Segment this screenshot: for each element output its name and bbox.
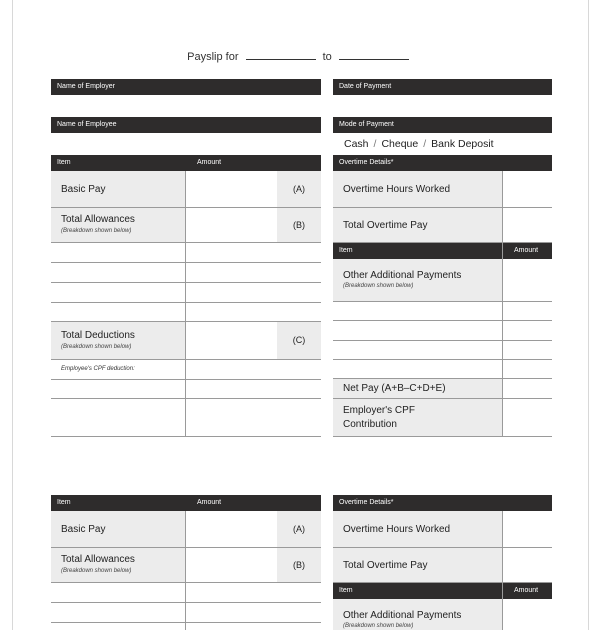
overtime-hours-value[interactable] [503, 171, 552, 207]
allowances-amount[interactable] [186, 208, 277, 242]
other-payments-row-2 [333, 599, 552, 630]
amount-header: Amount [197, 499, 222, 506]
payment-date-label: Date of Payment [339, 83, 392, 90]
right-column-divider [502, 171, 503, 437]
net-pay-label: Net Pay (A+B–C+D+E) [343, 383, 446, 394]
deductions-amount[interactable] [186, 322, 277, 359]
overtime-hours-row [333, 171, 552, 208]
amount-header: Amount [197, 159, 222, 166]
other-payments-value[interactable] [503, 599, 552, 630]
allowance-detail-row[interactable] [51, 583, 321, 603]
cpf-deduction-note: Employee's CPF deduction: [61, 366, 135, 372]
deduction-detail-row[interactable] [51, 399, 321, 437]
mode-cheque[interactable]: Cheque [381, 138, 419, 150]
deduction-detail-row[interactable] [51, 380, 321, 399]
basic-pay-code: (A) [277, 511, 321, 547]
allowances-row [51, 208, 321, 243]
left-table-header [51, 155, 321, 171]
employer-cpf-label-line1: Employer's CPF [343, 405, 415, 416]
other-payments-note: (Breakdown shown below) [343, 623, 414, 629]
right-item-header: Item [339, 247, 353, 254]
overtime-hours-row-2 [333, 511, 552, 548]
left-table-header-2 [51, 495, 321, 511]
employer-cpf-label-line2: Contribution [343, 419, 397, 430]
net-pay-value[interactable] [503, 379, 552, 398]
deductions-code: (C) [277, 322, 321, 359]
deductions-note: (Breakdown shown below) [61, 344, 132, 350]
other-payments-value[interactable] [503, 259, 552, 301]
item-header: Item [57, 499, 71, 506]
mode-cash[interactable]: Cash [344, 138, 369, 150]
title-to: to [322, 51, 332, 63]
payment-mode-options [344, 138, 494, 150]
overtime-header: Overtime Details* [339, 159, 394, 166]
basic-pay-row [51, 171, 321, 208]
right-item-header-bar [333, 243, 552, 259]
mode-separator: / [373, 138, 377, 150]
mode-bank-deposit[interactable]: Bank Deposit [431, 138, 494, 150]
allowances-code: (B) [277, 208, 321, 242]
overtime-header-bar-2 [333, 495, 552, 511]
basic-pay-row-2 [51, 511, 321, 548]
left-column-divider [185, 171, 186, 437]
other-payment-detail-row[interactable] [333, 360, 552, 379]
basic-pay-label: Basic Pay [61, 524, 106, 535]
page-border-right [588, 0, 589, 630]
title-prefix: Payslip for [187, 51, 239, 63]
period-start-field[interactable] [246, 49, 316, 60]
other-payments-note: (Breakdown shown below) [343, 283, 414, 289]
overtime-pay-label: Total Overtime Pay [343, 560, 428, 571]
overtime-pay-row-2 [333, 548, 552, 583]
basic-pay-label: Basic Pay [61, 184, 106, 195]
right-amount-header: Amount [514, 247, 539, 254]
allowance-detail-row[interactable] [51, 303, 321, 322]
left-column-divider-2 [185, 511, 186, 630]
allowances-note: (Breakdown shown below) [61, 228, 132, 234]
allowances-amount[interactable] [186, 548, 277, 582]
payment-date-bar [333, 79, 552, 95]
allowances-row-2 [51, 548, 321, 583]
right-item-header: Item [339, 587, 353, 594]
overtime-pay-value[interactable] [503, 548, 552, 582]
payment-mode-bar [333, 117, 552, 133]
mode-separator: / [423, 138, 427, 150]
net-pay-row [333, 379, 552, 399]
deductions-label: Total Deductions [61, 330, 135, 341]
allowance-detail-row[interactable] [51, 263, 321, 283]
other-payments-row [333, 259, 552, 302]
deductions-row [51, 322, 321, 360]
other-payments-label: Other Additional Payments [343, 610, 462, 621]
allowance-detail-row[interactable] [51, 603, 321, 623]
overtime-header-bar [333, 155, 552, 171]
basic-pay-code: (A) [277, 171, 321, 207]
item-header: Item [57, 159, 71, 166]
right-column-divider-2 [502, 511, 503, 630]
other-payments-label: Other Additional Payments [343, 270, 462, 281]
employee-name-bar [51, 117, 321, 133]
employer-name-bar [51, 79, 321, 95]
basic-pay-amount[interactable] [186, 171, 277, 207]
right-item-header-bar-2 [333, 583, 552, 599]
period-end-field[interactable] [339, 49, 409, 60]
other-payment-detail-row[interactable] [333, 341, 552, 360]
allowances-label: Total Allowances [61, 214, 135, 225]
allowances-code: (B) [277, 548, 321, 582]
other-payment-detail-row[interactable] [333, 321, 552, 341]
right-amount-header: Amount [514, 587, 539, 594]
allowance-detail-row[interactable] [51, 283, 321, 303]
other-payment-detail-row[interactable] [333, 302, 552, 321]
employee-name-label: Name of Employee [57, 121, 117, 128]
overtime-pay-value[interactable] [503, 208, 552, 242]
overtime-hours-label: Overtime Hours Worked [343, 524, 451, 535]
employer-cpf-row [333, 399, 552, 437]
allowance-detail-row[interactable] [51, 243, 321, 263]
basic-pay-amount[interactable] [186, 511, 277, 547]
payment-mode-label: Mode of Payment [339, 121, 394, 128]
overtime-pay-row [333, 208, 552, 243]
employer-cpf-value[interactable] [503, 399, 552, 436]
overtime-hours-value[interactable] [503, 511, 552, 547]
overtime-hours-label: Overtime Hours Worked [343, 184, 451, 195]
payslip-title [0, 49, 600, 63]
overtime-header: Overtime Details* [339, 499, 394, 506]
page-border-left [12, 0, 13, 630]
overtime-pay-label: Total Overtime Pay [343, 220, 428, 231]
employer-name-label: Name of Employer [57, 83, 115, 90]
cpf-deduction-row[interactable] [51, 360, 321, 380]
allowances-label: Total Allowances [61, 554, 135, 565]
allowances-note: (Breakdown shown below) [61, 568, 132, 574]
